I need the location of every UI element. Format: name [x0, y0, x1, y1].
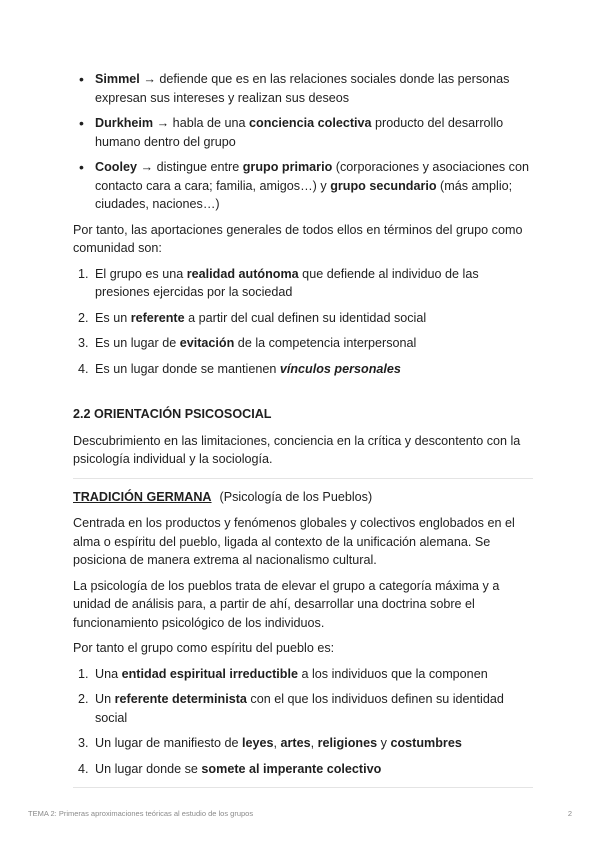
list-number: 3. [78, 736, 89, 750]
authors-bullet-list [73, 70, 533, 214]
bold-text: vínculos personales [279, 361, 401, 376]
list-number: 3. [78, 336, 89, 350]
author-name: Simmel [95, 72, 140, 86]
divider-bottom [73, 787, 533, 788]
author-name: Cooley [95, 160, 137, 174]
list-number: 2. [78, 310, 89, 325]
page-number: 2 [567, 809, 572, 818]
text-span: Un lugar donde se [95, 761, 202, 776]
list-item [73, 309, 533, 328]
list-item [73, 665, 533, 684]
text-span: a los individuos que la componen [297, 666, 488, 681]
text-span: Un [95, 692, 115, 706]
intro-paragraph-1: Por tanto, las aportaciones generales de todos ellos en términos del grupo como comunidad son: [73, 222, 523, 255]
section-paragraph: Descubrimiento en las limitaciones, conciencia en la crítica y descontento con la psicología individual y la sociología. [73, 433, 521, 466]
text-span: Es un [95, 310, 131, 325]
arrow-icon: → [143, 72, 156, 86]
list-item [73, 360, 533, 379]
text-span: Es un lugar de [95, 336, 180, 350]
subsection-heading [73, 488, 533, 507]
bold-text: conciencia colectiva [249, 116, 372, 130]
bullet-item [73, 114, 533, 151]
author-name: Durkheim [95, 116, 154, 130]
list-number: 1. [78, 666, 89, 681]
subsection-title: TRADICIÓN GERMANA [73, 489, 212, 504]
text-span: , [273, 736, 281, 750]
bullet-item [73, 158, 533, 214]
bullet-item [73, 70, 533, 107]
text-span: habla de una [169, 116, 250, 130]
paragraph-2: La psicología de los pueblos trata de elevar el grupo a categoría máxima y a unidad de análisis para, a partir de ahí, desarrollar una doctrina sobre el funcionamiento psicológico de los individuos. [73, 578, 500, 630]
list-number: 4. [78, 761, 89, 776]
list-item [73, 690, 533, 727]
paragraph-1: Centrada en los productos y fenómenos globales y colectivos englobados en el alma o espíritu del pueblo, ligada al contexto de la unificación alemana. Se posiciona de manera extrema al nacionalismo cultural. [73, 516, 515, 567]
text-span: Un lugar de manifiesto de [95, 736, 243, 750]
bold-text: evitación [179, 336, 235, 350]
subsection-subtitle: (Psicología de los Pueblos) [219, 489, 373, 504]
group-contributions-list [73, 265, 533, 379]
divider-top [73, 478, 533, 479]
text-span: con el que los individuos definen su identidad social [95, 692, 504, 725]
arrow-icon: → [156, 116, 170, 130]
list-item [73, 760, 533, 779]
list-item [73, 265, 533, 302]
bold-text: costumbres [390, 736, 462, 750]
bold-text: religiones [317, 736, 378, 750]
text-span: (corporaciones y asociaciones con contacto cara a cara; familia, amigos…) y [95, 160, 529, 193]
list-number: 2. [78, 692, 89, 706]
text-span: y [377, 736, 391, 750]
bold-text: entidad espiritual irreductible [121, 666, 298, 681]
volk-spirit-list [73, 665, 533, 779]
text-span: , [310, 736, 318, 750]
section-heading: 2.2 ORIENTACIÓN PSICOSOCIAL [73, 407, 272, 421]
bold-text: realidad autónoma [186, 266, 299, 281]
list-number: 4. [78, 361, 89, 376]
text-span: que defiende al individuo de las presiones ejercidas por la sociedad [95, 266, 479, 299]
intro-paragraph-2: Por tanto el grupo como espíritu del pueblo es: [73, 641, 335, 655]
bold-text: grupo secundario [330, 178, 437, 193]
bold-text: referente determinista [114, 692, 247, 706]
document-page [73, 70, 533, 797]
text-span: producto del desarrollo humano dentro del grupo [95, 116, 504, 149]
bold-text: grupo primario [242, 160, 333, 174]
list-number: 1. [78, 266, 89, 281]
bold-text: leyes [242, 736, 274, 750]
text-span: Es un lugar donde se mantienen [95, 361, 280, 376]
list-item [73, 334, 533, 353]
footer-title: TEMA 2: Primeras aproximaciones teóricas al estudio de los grupos [28, 809, 254, 818]
arrow-icon: → [140, 160, 154, 174]
text-span: a partir del cual definen su identidad social [184, 310, 427, 325]
list-item [73, 734, 533, 753]
bold-text: somete al imperante colectivo [201, 761, 382, 776]
text-span: distingue entre [153, 160, 243, 174]
text-span: defiende que es en las relaciones sociales donde las personas expresan sus intereses y realizan sus deseos [95, 72, 510, 105]
text-span: de la competencia interpersonal [234, 336, 417, 350]
text-span: (más amplio; ciudades, naciones…) [95, 178, 513, 211]
text-span: Una [95, 666, 122, 681]
text-span: El grupo es una [95, 266, 187, 281]
bold-text: artes [280, 736, 311, 750]
bold-text: referente [130, 310, 185, 325]
